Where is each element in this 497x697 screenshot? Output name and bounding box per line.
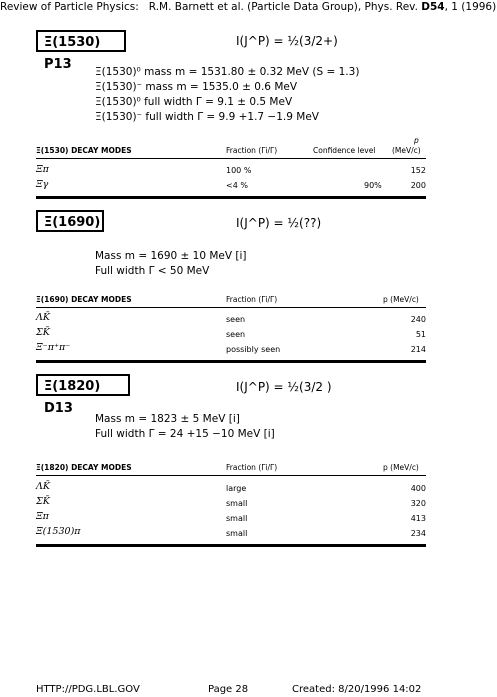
header-journal: D54 bbox=[421, 1, 445, 13]
fraction-cell: small bbox=[226, 529, 248, 538]
table-rule bbox=[36, 307, 426, 308]
p-header: p (MeV/c) bbox=[383, 295, 419, 304]
section-title-xi1530 bbox=[36, 30, 126, 72]
fraction-cell: seen bbox=[226, 315, 246, 324]
p-cell: 400 bbox=[410, 484, 426, 493]
p-cell: 320 bbox=[410, 499, 426, 508]
mode-cell: Ξ(1530)π bbox=[36, 526, 81, 537]
property-line: Full width Γ < 50 MeV bbox=[95, 265, 210, 277]
mode-cell: Ξγ bbox=[36, 179, 49, 190]
p-cell: 240 bbox=[410, 315, 426, 324]
fraction-cell: small bbox=[226, 514, 248, 523]
fraction-cell: <4 % bbox=[226, 181, 248, 190]
mode-cell: Ξπ bbox=[36, 164, 49, 175]
section-end-rule bbox=[36, 360, 426, 363]
section-title-xi1820 bbox=[36, 374, 130, 416]
mode-cell: Ξπ bbox=[36, 511, 49, 522]
table-row bbox=[36, 342, 70, 353]
property-line: Ξ(1530)⁻ full width Γ = 9.9 +1.7 −1.9 MeV bbox=[95, 111, 319, 123]
property-line: Mass m = 1690 ± 10 MeV [i] bbox=[95, 250, 247, 262]
footer-page: Page 28 bbox=[208, 684, 249, 695]
p-header-top: p bbox=[414, 136, 419, 145]
fraction-cell: large bbox=[226, 484, 247, 493]
property-line: Ξ(1530)⁰ full width Γ = 9.1 ± 0.5 MeV bbox=[95, 96, 293, 108]
decay-modes-header: Ξ(1690) DECAY MODES bbox=[36, 295, 132, 304]
table-row bbox=[36, 511, 49, 522]
table-row bbox=[36, 496, 50, 507]
header-left: Review of Particle Physics: bbox=[0, 1, 139, 13]
p-cell: 234 bbox=[410, 529, 426, 538]
title-text: Ξ(1690) bbox=[44, 215, 101, 230]
title-text: Ξ(1530) P13 bbox=[44, 35, 101, 72]
fraction-header: Fraction (Γi/Γ) bbox=[226, 146, 278, 155]
quantum-numbers-xi1820: I(J^P) = ½(3/2 ) bbox=[236, 380, 332, 394]
section-title-xi1690 bbox=[36, 210, 104, 232]
p-header-unit: (MeV/c) bbox=[392, 146, 421, 155]
section-end-rule bbox=[36, 544, 426, 547]
fraction-cell: seen bbox=[226, 330, 246, 339]
fraction-cell: possibly seen bbox=[226, 345, 281, 354]
mode-cell: ΣK̄ bbox=[36, 496, 50, 507]
fraction-cell: 100 % bbox=[226, 166, 252, 175]
mode-cell: ΛK̄ bbox=[36, 312, 50, 323]
decay-modes-header: Ξ(1530) DECAY MODES bbox=[36, 146, 132, 155]
p-header: p (MeV/c) bbox=[383, 463, 419, 472]
p-cell: 200 bbox=[410, 181, 426, 190]
running-header bbox=[0, 1, 496, 13]
table-row bbox=[36, 164, 49, 175]
property-line: Ξ(1530)⁰ mass m = 1531.80 ± 0.32 MeV (S = 1.3) bbox=[95, 66, 360, 78]
decay-modes-header: Ξ(1820) DECAY MODES bbox=[36, 463, 132, 472]
property-line: Full width Γ = 24 +15 −10 MeV [i] bbox=[95, 428, 275, 440]
p-cell: 51 bbox=[415, 330, 426, 339]
property-line: Ξ(1530)⁻ mass m = 1535.0 ± 0.6 MeV bbox=[95, 81, 298, 93]
quantum-numbers-xi1530: I(J^P) = ½(3/2+) bbox=[236, 34, 338, 48]
table-row bbox=[36, 526, 81, 537]
p-cell: 413 bbox=[410, 514, 426, 523]
confidence-header: Confidence level bbox=[313, 146, 376, 155]
title-text: Ξ(1820) D13 bbox=[44, 379, 101, 416]
table-rule bbox=[36, 158, 426, 159]
mode-cell: Ξ⁻π⁺π⁻ bbox=[36, 342, 71, 353]
table-row bbox=[36, 312, 50, 323]
confidence-cell: 90% bbox=[364, 181, 382, 190]
property-line: Mass m = 1823 ± 5 MeV [i] bbox=[95, 413, 240, 425]
header-authors: R.M. Barnett et al. (Particle Data Group), Phys. Rev. bbox=[148, 1, 418, 13]
section-end-rule bbox=[36, 196, 426, 199]
mode-cell: ΛK̄ bbox=[36, 481, 50, 492]
table-row bbox=[36, 481, 50, 492]
table-row bbox=[36, 327, 50, 338]
quantum-numbers-xi1690: I(J^P) = ½(??) bbox=[236, 216, 322, 230]
fraction-cell: small bbox=[226, 499, 248, 508]
footer-created: Created: 8/20/1996 14:02 bbox=[292, 684, 422, 695]
p-cell: 214 bbox=[410, 345, 426, 354]
table-row bbox=[36, 179, 48, 190]
p-cell: 152 bbox=[410, 166, 426, 175]
mode-cell: ΣK̄ bbox=[36, 327, 50, 338]
fraction-header: Fraction (Γi/Γ) bbox=[226, 295, 278, 304]
table-rule bbox=[36, 475, 426, 476]
footer-url: HTTP://PDG.LBL.GOV bbox=[36, 684, 140, 695]
header-rest: , 1 (1996) bbox=[444, 1, 497, 13]
fraction-header: Fraction (Γi/Γ) bbox=[226, 463, 278, 472]
